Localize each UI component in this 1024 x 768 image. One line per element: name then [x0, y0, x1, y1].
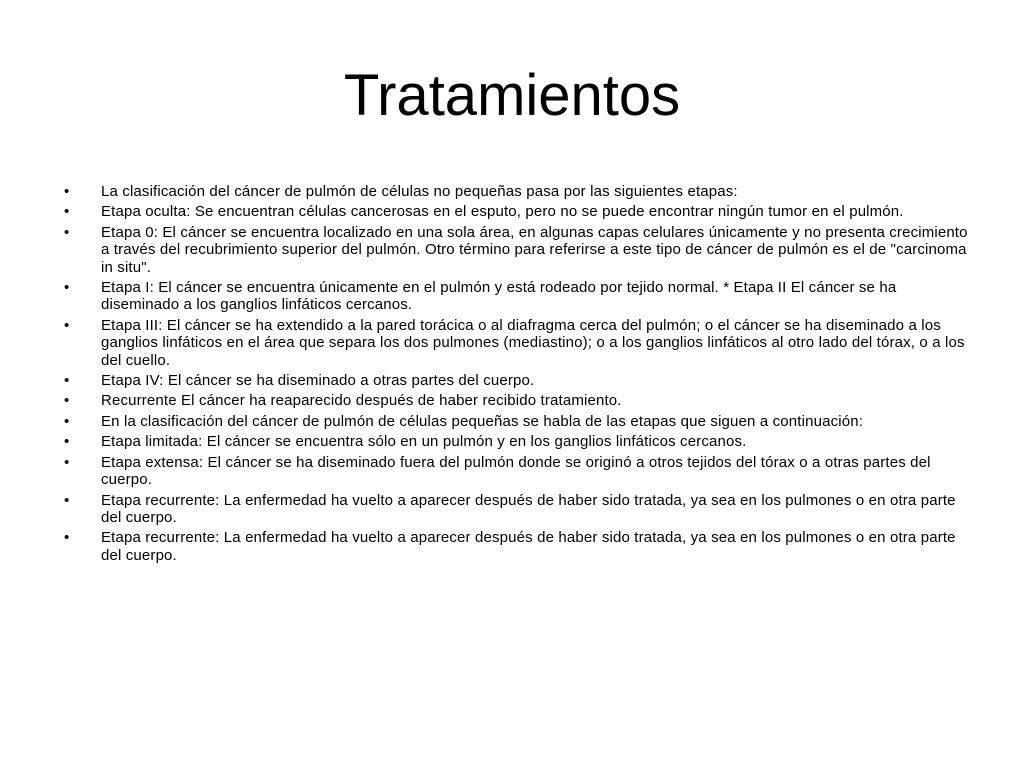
bullet-text: Recurrente El cáncer ha reaparecido después de haber recibido tratamiento.	[101, 392, 622, 410]
bullet-list	[64, 183, 972, 567]
bullet-icon: •	[64, 183, 70, 200]
bullet-text: Etapa oculta: Se encuentran células cancerosas en el esputo, pero no se puede encontrar ningún tumor en el pulmón.	[101, 203, 904, 221]
bullet-icon: •	[64, 372, 70, 390]
bullet-icon: •	[64, 223, 70, 241]
bullet-icon: •	[64, 491, 70, 509]
bullet-icon: •	[64, 203, 70, 221]
bullet-item	[64, 492, 972, 527]
bullet-item	[64, 372, 972, 389]
bullet-text: Etapa recurrente: La enfermedad ha vuelto a aparecer después de haber sido tratada, ya sea en los pulmones o en otra parte del cuerpo.	[101, 491, 956, 526]
bullet-text: Etapa IV: El cáncer se ha diseminado a otras partes del cuerpo.	[101, 372, 535, 390]
bullet-item	[64, 317, 972, 369]
bullet-icon: •	[64, 392, 70, 410]
bullet-item	[64, 433, 972, 450]
bullet-item	[64, 203, 972, 220]
bullet-text: Etapa limitada: El cáncer se encuentra sólo en un pulmón y en los ganglios linfáticos cercanos.	[101, 433, 747, 451]
bullet-text: En la clasificación del cáncer de pulmón de células pequeñas se habla de las etapas que siguen a continuación:	[101, 412, 864, 430]
bullet-icon: •	[64, 412, 70, 430]
bullet-text: Etapa III: El cáncer se ha extendido a la pared torácica o al diafragma cerca del pulmón; o el cáncer se ha diseminado a los ganglios linfáticos en el área que separa los dos pulmones (mediastino); o a los ganglios linfáticos al otro lado del tórax, o a los del cuello.	[101, 316, 965, 369]
bullet-text: Etapa 0: El cáncer se encuentra localizado en una sola área, en algunas capas celulares únicamente y no presenta crecimiento a través del recubrimiento superior del pulmón. Otro término para referirse a este tipo de cáncer de pulmón es el de "carcinoma in situ".	[101, 223, 968, 276]
bullet-icon: •	[64, 529, 70, 547]
bullet-icon: •	[64, 433, 70, 451]
bullet-icon: •	[64, 453, 70, 471]
bullet-text: Etapa recurrente: La enfermedad ha vuelto a aparecer después de haber sido tratada, ya sea en los pulmones o en otra parte del cuerpo.	[101, 529, 956, 564]
bullet-item	[64, 413, 972, 430]
bullet-item	[64, 279, 972, 314]
bullet-item	[64, 529, 972, 564]
bullet-text: La clasificación del cáncer de pulmón de células no pequeñas pasa por las siguientes etapas:	[101, 183, 738, 200]
bullet-item	[64, 454, 972, 489]
bullet-text: Etapa I: El cáncer se encuentra únicamente en el pulmón y está rodeado por tejido normal. * Etapa II El cáncer se ha diseminado a los ganglios linfáticos cercanos.	[101, 279, 897, 314]
bullet-item	[64, 392, 972, 409]
bullet-item	[64, 224, 972, 276]
bullet-icon: •	[64, 316, 70, 334]
bullet-text: Etapa extensa: El cáncer se ha diseminado fuera del pulmón donde se originó a otros tejidos del tórax o a otras partes del cuerpo.	[101, 453, 931, 489]
bullet-item	[64, 183, 972, 200]
bullet-icon: •	[64, 279, 70, 297]
slide-title: Tratamientos	[343, 63, 681, 128]
